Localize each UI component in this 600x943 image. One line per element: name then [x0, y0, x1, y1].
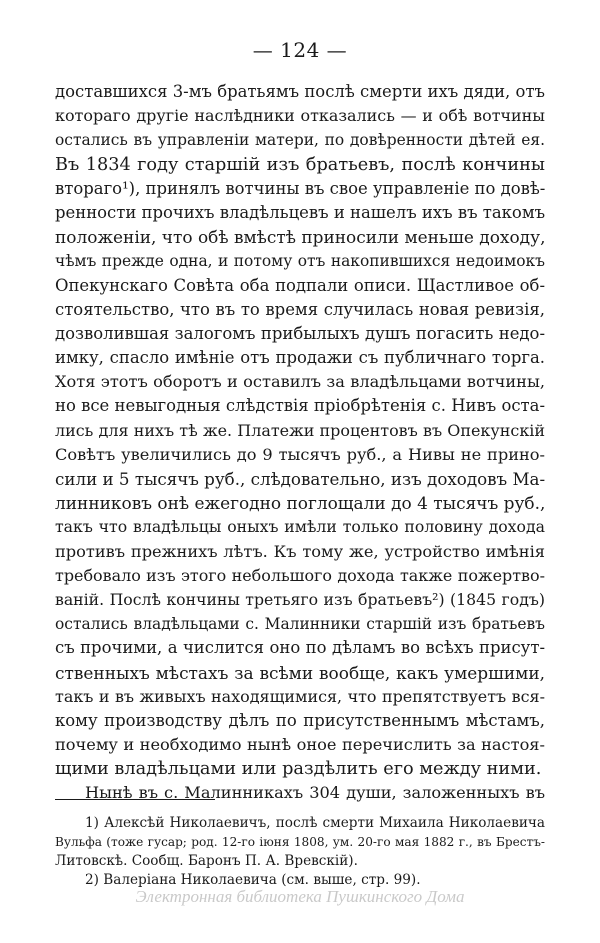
text-line: ренности прочихъ владѣльцевъ и нашелъ ихъ въ такомъ	[55, 202, 546, 222]
page-number: — 124 —	[252, 38, 348, 62]
footnotes	[55, 814, 545, 890]
text-line: втораго¹), принялъ вотчины въ свое управленіе по довѣ-	[55, 178, 546, 198]
footnote-line: Литовскѣ. Сообщ. Баронъ П. А. Вревскій).	[55, 853, 358, 869]
text-line: противъ прежнихъ лѣтъ. Къ тому же, устройство имѣнія	[55, 541, 545, 561]
text-line: ственныхъ мѣстахъ за всѣми вообще, какъ умершими,	[55, 662, 545, 683]
footnote-line: 2) Валеріана Николаевича (см. выше, стр. 99).	[85, 872, 421, 888]
text-line: чѣмъ прежде одна, и потому отъ накопившихся недоимокъ	[55, 252, 545, 271]
text-line: требовало изъ этого небольшого дохода также пожертво-	[55, 565, 545, 585]
text-line: ваній. Послѣ кончины третьяго изъ братьевъ²) (1845 годъ)	[55, 589, 545, 609]
footnote-line: 1) Алексѣй Николаевичъ, послѣ смерти Михаила Николаевича	[85, 815, 545, 831]
text-line: кому производству дѣлъ по присутственнымъ мѣстамъ,	[55, 710, 545, 730]
text-line: почему и необходимо нынѣ оное перечислить за настоя-	[55, 735, 545, 755]
text-line: лись для нихъ тѣ же. Платежи процентовъ въ Опекунскій	[55, 420, 545, 440]
text-line: Нынѣ въ с. Малинникахъ 304 души, заложенныхъ въ	[85, 783, 545, 803]
text-line: Хотя этотъ оборотъ и оставилъ за владѣльцами вотчины,	[55, 372, 545, 392]
watermark: Электронная библиотека Пушкинского Дома	[135, 887, 465, 906]
text-line: положеніи, что обѣ вмѣстѣ приносили меньше доходу,	[55, 227, 546, 248]
footnote-line: Вульфа (тоже гусар; род. 12-го іюня 1808, ум. 20-го мая 1882 г., въ Брестъ-	[55, 835, 545, 849]
text-line: остались владѣльцами с. Малинники старшій изъ братьевъ	[55, 615, 545, 634]
text-line: щими владѣльцами или раздѣлить его между ними.	[55, 759, 542, 780]
text-line: такъ что владѣльцы оныхъ имѣли только половину дохода	[55, 517, 545, 537]
text-line: котораго другіе наслѣдники отказались — и обѣ вотчины	[55, 106, 545, 126]
text-line: имку, спасло имѣніе отъ продажи съ публичнаго торга.	[55, 348, 545, 368]
text-line: доставшихся 3-мъ братьямъ послѣ смерти ихъ дяди, отъ	[55, 82, 545, 101]
text-line: остались въ управленіи матери, по довѣренности дѣтей ея.	[55, 131, 545, 150]
text-line: Опекунскаго Совѣта оба подпали описи. Щастливое об-	[55, 275, 545, 295]
text-line: дозволившая залогомъ прибылыхъ душъ погасить недо-	[55, 323, 545, 343]
text-line: линниковъ онѣ ежегодно поглощали до 4 тысячъ руб.,	[55, 493, 546, 514]
text-line: стоятельство, что въ то время случилась новая ревизія,	[55, 299, 545, 319]
text-line: такъ и въ живыхъ находящимися, что препятствуетъ вся-	[55, 686, 545, 706]
text-line: съ прочими, а числится оно по дѣламъ во всѣхъ присут-	[55, 638, 545, 658]
footnote-divider	[55, 799, 215, 800]
text-line: но все невыгодныя слѣдствія пріобрѣтенія с. Нивъ оста-	[55, 396, 545, 416]
text-line: Совѣтъ увеличились до 9 тысячъ руб., а Нивы не прино-	[55, 444, 545, 464]
body-text	[55, 80, 545, 806]
text-line: сили и 5 тысячъ руб., слѣдовательно, изъ доходовъ Ма-	[55, 469, 546, 489]
text-line: Въ 1834 году старшій изъ братьевъ, послѣ кончины	[55, 154, 545, 175]
